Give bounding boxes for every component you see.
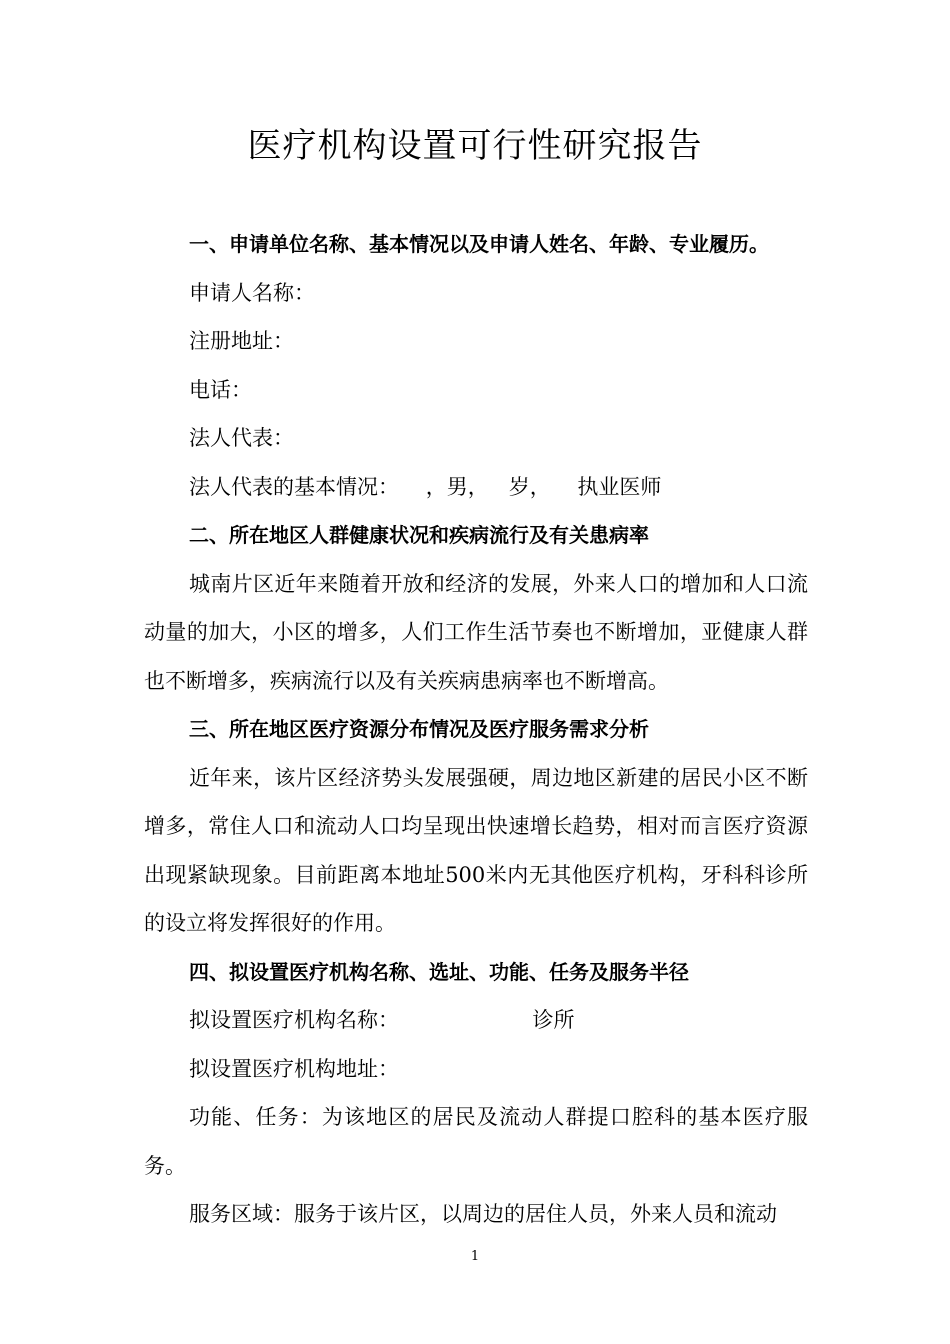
section-2-body: 城南片区近年来随着开放和经济的发展，外来人口的增加和人口流动量的加大，小区的增多，人们工作生活节奏也不断增加，亚健康人群也不断增多，疾病流行以及有关疾病患病率也不断增高。: [144, 571, 808, 693]
page-number: 1: [470, 1249, 480, 1264]
section-1-heading: 一、申请单位名称、基本情况以及申请人姓名、年龄、专业履历。: [189, 232, 769, 256]
applicant-name-line: 申请人名称：: [189, 280, 315, 305]
section-4-heading: 四、拟设置医疗机构名称、选址、功能、任务及服务半径: [189, 959, 689, 984]
section-3-body: 近年来，该片区经济势头发展强硬，周边地区新建的居民小区不断增多，常住人口和流动人口均呈现出快速增长趋势，相对而言医疗资源出现紧缺现象。目前距离本地址500米内无其他医疗机构，牙科科诊所的设立将发挥很好的作用。: [144, 765, 808, 935]
document-body: [144, 220, 808, 1239]
registered-address-line: 注册地址：: [189, 329, 294, 353]
section-3-heading: 三、所在地区医疗资源分布情况及医疗服务需求分析: [189, 717, 649, 741]
service-area-line: 服务区域：服务于该片区，以周边的居住人员，外来人员和流动: [189, 1202, 777, 1226]
institution-address-line: 拟设置医疗机构地址：: [189, 1056, 399, 1081]
phone-line: 电话：: [189, 377, 252, 402]
function-task-paragraph: 功能、任务：为该地区的居民及流动人群提口腔科的基本医疗服务。: [144, 1105, 808, 1178]
legal-rep-info-line: 法人代表的基本情况： ，男， 岁， 执业医师: [189, 474, 662, 499]
legal-rep-line: 法人代表：: [189, 426, 294, 450]
institution-name-line: 拟设置医疗机构名称： 诊所: [189, 1008, 575, 1032]
document-title: 医疗机构设置可行性研究报告: [247, 126, 703, 166]
section-2-heading: 二、所在地区人群健康状况和疾病流行及有关患病率: [189, 523, 649, 547]
